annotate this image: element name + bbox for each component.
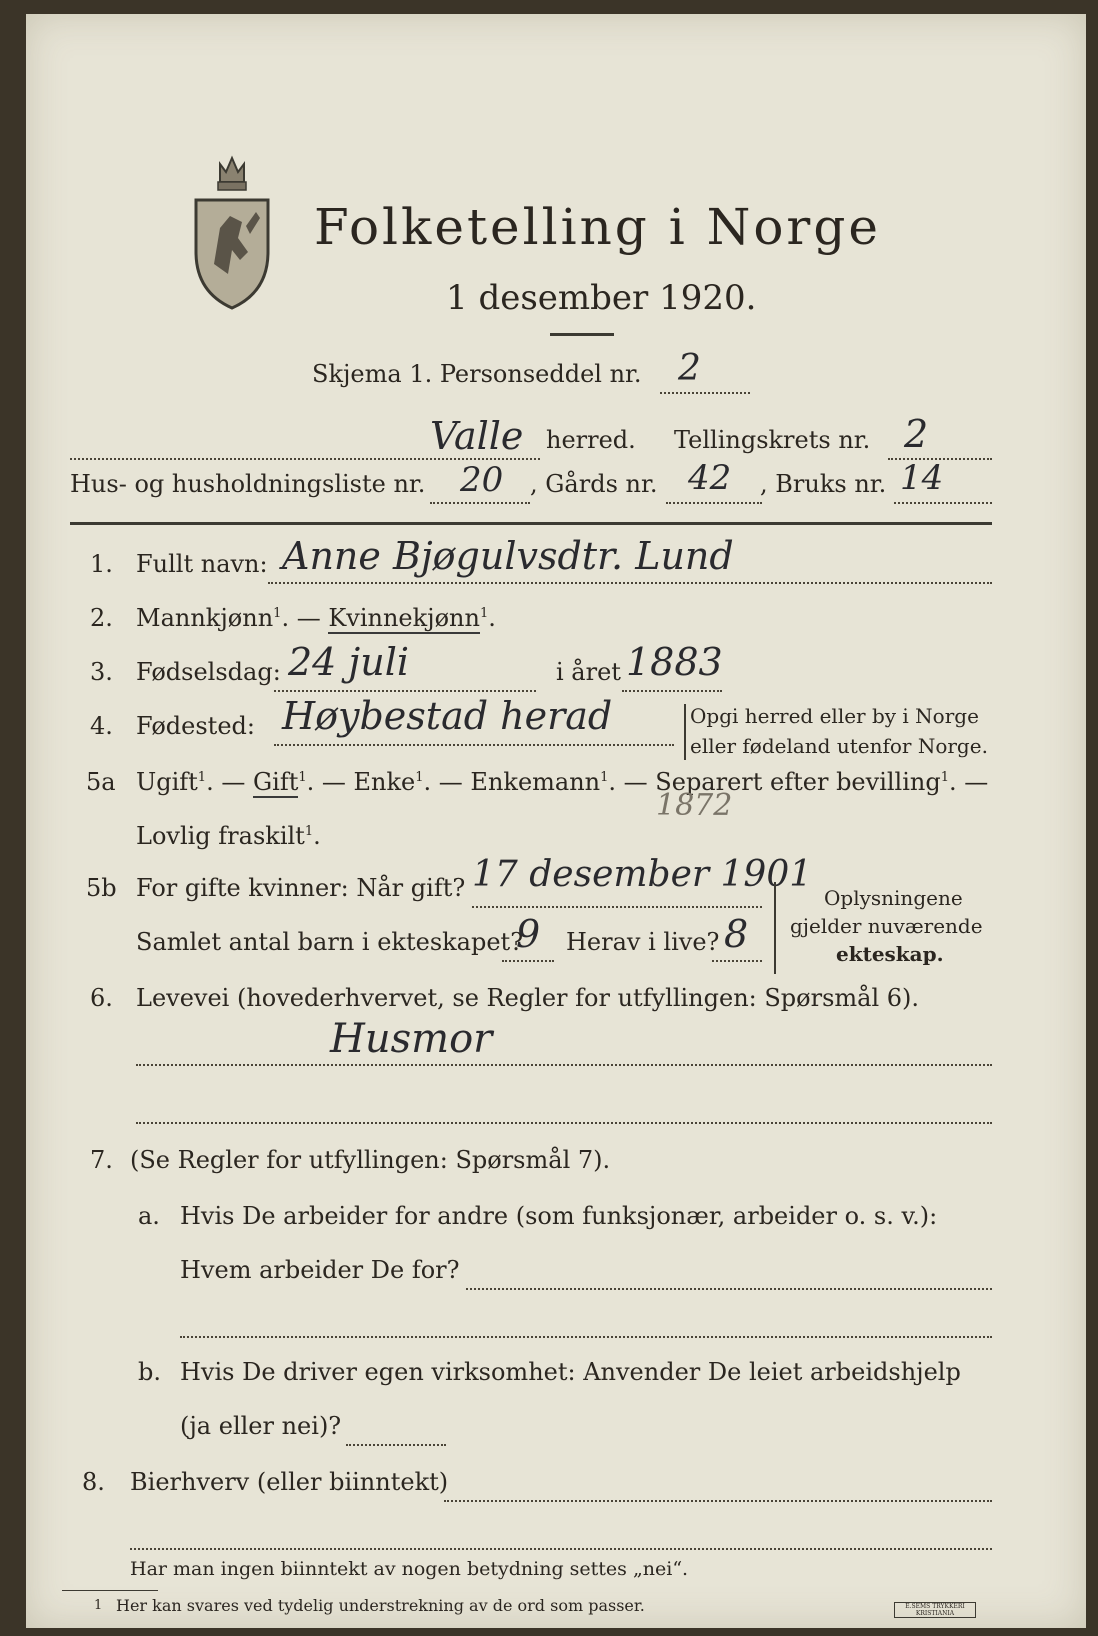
full-name-value[interactable]: Anne Bjøgulvsdtr. Lund bbox=[282, 534, 734, 578]
q7b-number: b. bbox=[138, 1358, 161, 1386]
q7-label: (Se Regler for utfyllingen: Spørsmål 7). bbox=[130, 1146, 611, 1174]
q5b-note-line1: Oplysningene bbox=[824, 886, 963, 910]
herred-label: herred. bbox=[546, 426, 636, 454]
marital-gift-selected[interactable]: Gift bbox=[252, 768, 299, 796]
q5b-note-line3: ekteskap. bbox=[836, 942, 944, 966]
gards-label: , Gårds nr. bbox=[530, 470, 658, 498]
title-divider bbox=[550, 333, 614, 336]
form-title: Folketelling i Norge bbox=[314, 198, 881, 256]
gender-female-selected[interactable]: Kvinnekjønn bbox=[328, 604, 480, 632]
herred-value[interactable]: Valle bbox=[430, 414, 524, 458]
bruks-dotline bbox=[894, 502, 992, 504]
q4-note-line1: Opgi herred eller by i Norge bbox=[690, 704, 979, 728]
marital-lovlig-fraskilt[interactable]: Lovlig fraskilt$^1$. bbox=[136, 822, 321, 850]
bruks-label: , Bruks nr. bbox=[760, 470, 887, 498]
q7a-dotline-1 bbox=[466, 1288, 992, 1290]
q7a-text: Hvis De arbeider for andre (som funksjonær, arbeider o. s. v.): bbox=[180, 1202, 938, 1230]
personseddel-number[interactable]: 2 bbox=[678, 348, 701, 389]
q3-dotline bbox=[274, 690, 536, 692]
header-divider bbox=[70, 522, 992, 525]
tellingskrets-label: Tellingskrets nr. bbox=[674, 426, 871, 454]
q6-dotline-1 bbox=[136, 1064, 992, 1066]
q5b-label-married: For gifte kvinner: Når gift? bbox=[136, 874, 466, 902]
printer-stamp: E.SEMS TRYKKERI KRISTIANIA bbox=[894, 1602, 976, 1618]
q4-note-line2: eller fødeland utenfor Norge. bbox=[690, 734, 988, 758]
footnote-rule bbox=[62, 1590, 158, 1591]
q8-label: Bierhverv (eller biinntekt) bbox=[130, 1468, 449, 1496]
husholdningsliste-value[interactable]: 20 bbox=[460, 460, 504, 500]
hus-dotline bbox=[430, 502, 530, 504]
gender-male[interactable]: Mannkjønn bbox=[136, 604, 274, 632]
q5b-dotline-1 bbox=[472, 906, 762, 908]
occupation-value[interactable]: Husmor bbox=[330, 1016, 493, 1062]
q4-label: Fødested: bbox=[136, 712, 255, 740]
birth-year-value[interactable]: 1883 bbox=[626, 640, 723, 684]
gards-dotline bbox=[666, 502, 762, 504]
q8-dotline-2 bbox=[130, 1548, 992, 1550]
schema-label: Skjema 1. Personseddel nr. bbox=[312, 360, 642, 388]
husholdningsliste-label: Hus- og husholdningsliste nr. bbox=[70, 470, 426, 498]
q8-number: 8. bbox=[82, 1468, 105, 1496]
year-label: i året bbox=[556, 658, 621, 686]
q1-label: Fullt navn: bbox=[136, 550, 268, 578]
children-alive-value[interactable]: 8 bbox=[724, 912, 749, 956]
tellingskrets-value[interactable]: 2 bbox=[904, 412, 929, 456]
gender-options: Mannkjønn$^1$. — Kvinnekjønn$^1$. bbox=[136, 604, 496, 632]
q4-dotline bbox=[274, 744, 674, 746]
biinntekt-note: Har man ingen biinntekt av nogen betydning settes „nei“. bbox=[130, 1558, 689, 1580]
q2-number: 2. bbox=[90, 604, 113, 632]
q1-dotline bbox=[268, 582, 992, 584]
census-date: 1 desember 1920. bbox=[446, 278, 757, 318]
q5b-label-children: Samlet antal barn i ekteskapet? bbox=[136, 928, 524, 956]
q6-dotline-2 bbox=[136, 1122, 992, 1124]
q7-number: 7. bbox=[90, 1146, 113, 1174]
footnote-number: 1 bbox=[94, 1598, 103, 1613]
q7b-text: Hvis De driver egen virksomhet: Anvender De leiet arbeidshjelp bbox=[180, 1358, 961, 1386]
marital-options: Ugift$^1$. — Gift$^1$. — Enke$^1$. — Enkemann$^1$. — Separert efter bevilling$^1$. — bbox=[136, 768, 989, 796]
q1-number: 1. bbox=[90, 550, 113, 578]
children-count-value[interactable]: 9 bbox=[516, 912, 541, 956]
q7a-dotline-2 bbox=[180, 1336, 992, 1338]
q3-label: Fødselsdag: bbox=[136, 658, 281, 686]
footnote-text: Her kan svares ved tydelig understrekning av de ord som passer. bbox=[116, 1596, 645, 1615]
q5b-note-line2: gjelder nuværende bbox=[790, 914, 983, 938]
q5b-number: 5b bbox=[86, 874, 117, 902]
bruks-value[interactable]: 14 bbox=[900, 458, 944, 498]
birthplace-value[interactable]: Høybestad herad bbox=[282, 694, 613, 738]
q4-number: 4. bbox=[90, 712, 113, 740]
q8-dotline-1 bbox=[444, 1500, 992, 1502]
q7a-question: Hvem arbeider De for? bbox=[180, 1256, 460, 1284]
q4-brace bbox=[684, 704, 686, 760]
birthday-value[interactable]: 24 juli bbox=[288, 640, 409, 684]
q5b-dotline-3 bbox=[712, 960, 762, 962]
q3-number: 3. bbox=[90, 658, 113, 686]
q7b-question: (ja eller nei)? bbox=[180, 1412, 342, 1440]
year-dotline bbox=[622, 690, 722, 692]
q5b-dotline-2 bbox=[502, 960, 554, 962]
marital-ugift[interactable]: Ugift bbox=[136, 768, 198, 796]
census-form bbox=[26, 14, 1086, 1628]
q7a-number: a. bbox=[138, 1202, 160, 1230]
q5a-number: 5a bbox=[86, 768, 116, 796]
q6-number: 6. bbox=[90, 984, 113, 1012]
q6-label: Levevei (hovederhvervet, se Regler for utfyllingen: Spørsmål 6). bbox=[136, 984, 920, 1012]
q7b-dotline bbox=[346, 1444, 446, 1446]
coat-of-arms-icon bbox=[190, 142, 274, 312]
schema-dotline bbox=[660, 392, 750, 394]
gards-value[interactable]: 42 bbox=[688, 458, 732, 498]
q5b-brace bbox=[774, 882, 776, 974]
marriage-date-value[interactable]: 17 desember 1901 bbox=[472, 854, 813, 895]
q5b-label-alive: Herav i live? bbox=[566, 928, 720, 956]
margin-note: 1872 bbox=[656, 788, 733, 823]
